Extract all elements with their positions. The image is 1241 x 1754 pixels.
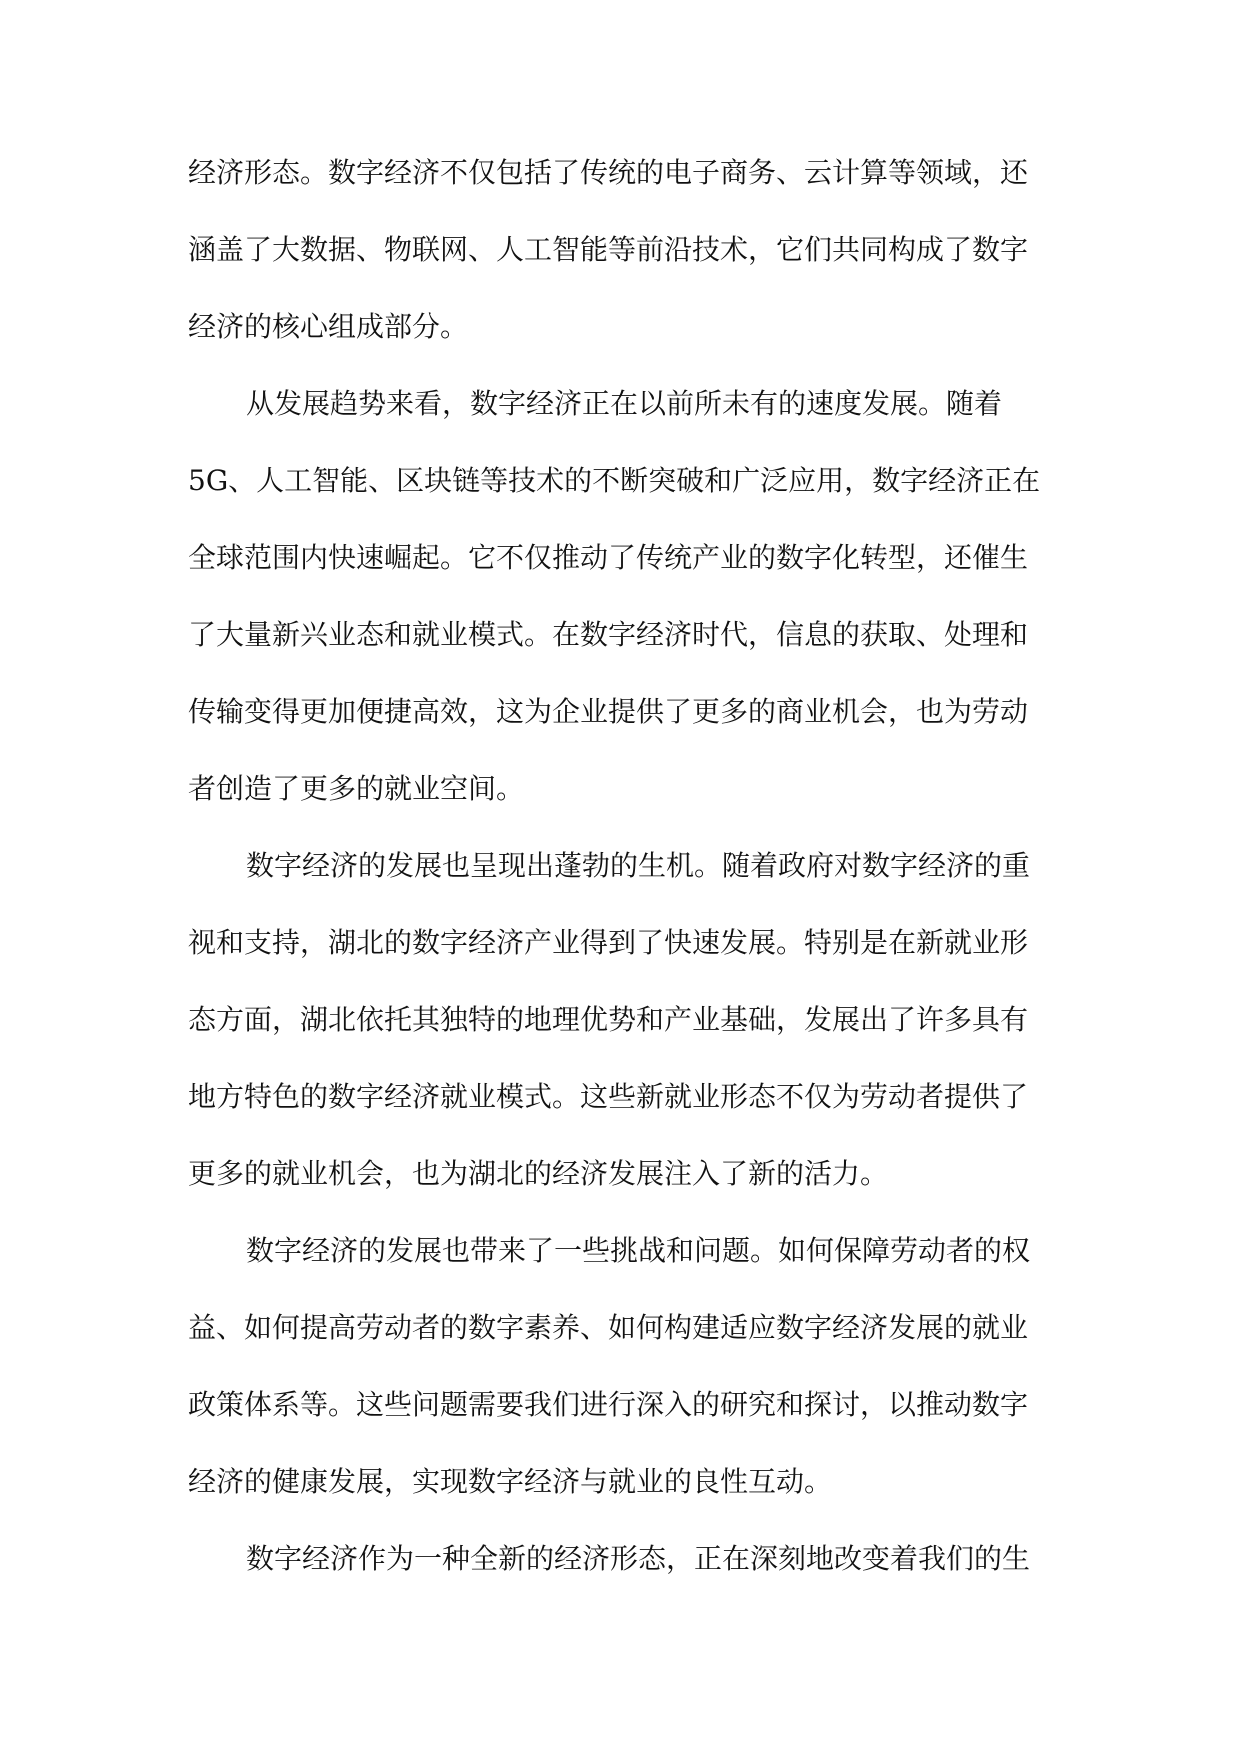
text-line: 5G、人工智能、区块链等技术的不断突破和广泛应用，数字经济正在 [188,464,1041,497]
paragraph [188,1531,1058,1608]
text-line: 经济形态。数字经济不仅包括了传统的电子商务、云计算等领域，还 [188,156,1029,189]
document-body [188,145,1058,1608]
text-line: 数字经济的发展也带来了一些挑战和问题。如何保障劳动者的权 [246,1234,1031,1267]
text-line: 全球范围内快速崛起。它不仅推动了传统产业的数字化转型，还催生 [188,541,1029,574]
text-line: 了大量新兴业态和就业模式。在数字经济时代，信息的获取、处理和 [188,618,1029,651]
paragraph [188,376,1058,838]
text-line: 政策体系等。这些问题需要我们进行深入的研究和探讨，以推动数字 [188,1388,1029,1421]
text-line: 数字经济作为一种全新的经济形态，正在深刻地改变着我们的生 [246,1542,1031,1575]
text-line: 从发展趋势来看，数字经济正在以前所未有的速度发展。随着 [246,387,1003,420]
text-line: 经济的核心组成部分。 [188,310,469,343]
text-line: 地方特色的数字经济就业模式。这些新就业形态不仅为劳动者提供了 [188,1080,1029,1113]
text-line: 经济的健康发展，实现数字经济与就业的良性互动。 [188,1465,833,1498]
paragraph [188,145,1058,376]
text-line: 传输变得更加便捷高效，这为企业提供了更多的商业机会，也为劳动 [188,695,1029,728]
paragraph [188,838,1058,1223]
text-line: 益、如何提高劳动者的数字素养、如何构建适应数字经济发展的就业 [188,1311,1029,1344]
text-line: 视和支持，湖北的数字经济产业得到了快速发展。特别是在新就业形 [188,926,1029,959]
paragraph [188,1223,1058,1531]
text-line: 更多的就业机会，也为湖北的经济发展注入了新的活力。 [188,1157,889,1190]
text-line: 数字经济的发展也呈现出蓬勃的生机。随着政府对数字经济的重 [246,849,1031,882]
text-line: 态方面，湖北依托其独特的地理优势和产业基础，发展出了许多具有 [188,1003,1029,1036]
text-line: 者创造了更多的就业空间。 [188,772,525,805]
text-line: 涵盖了大数据、物联网、人工智能等前沿技术，它们共同构成了数字 [188,233,1029,266]
